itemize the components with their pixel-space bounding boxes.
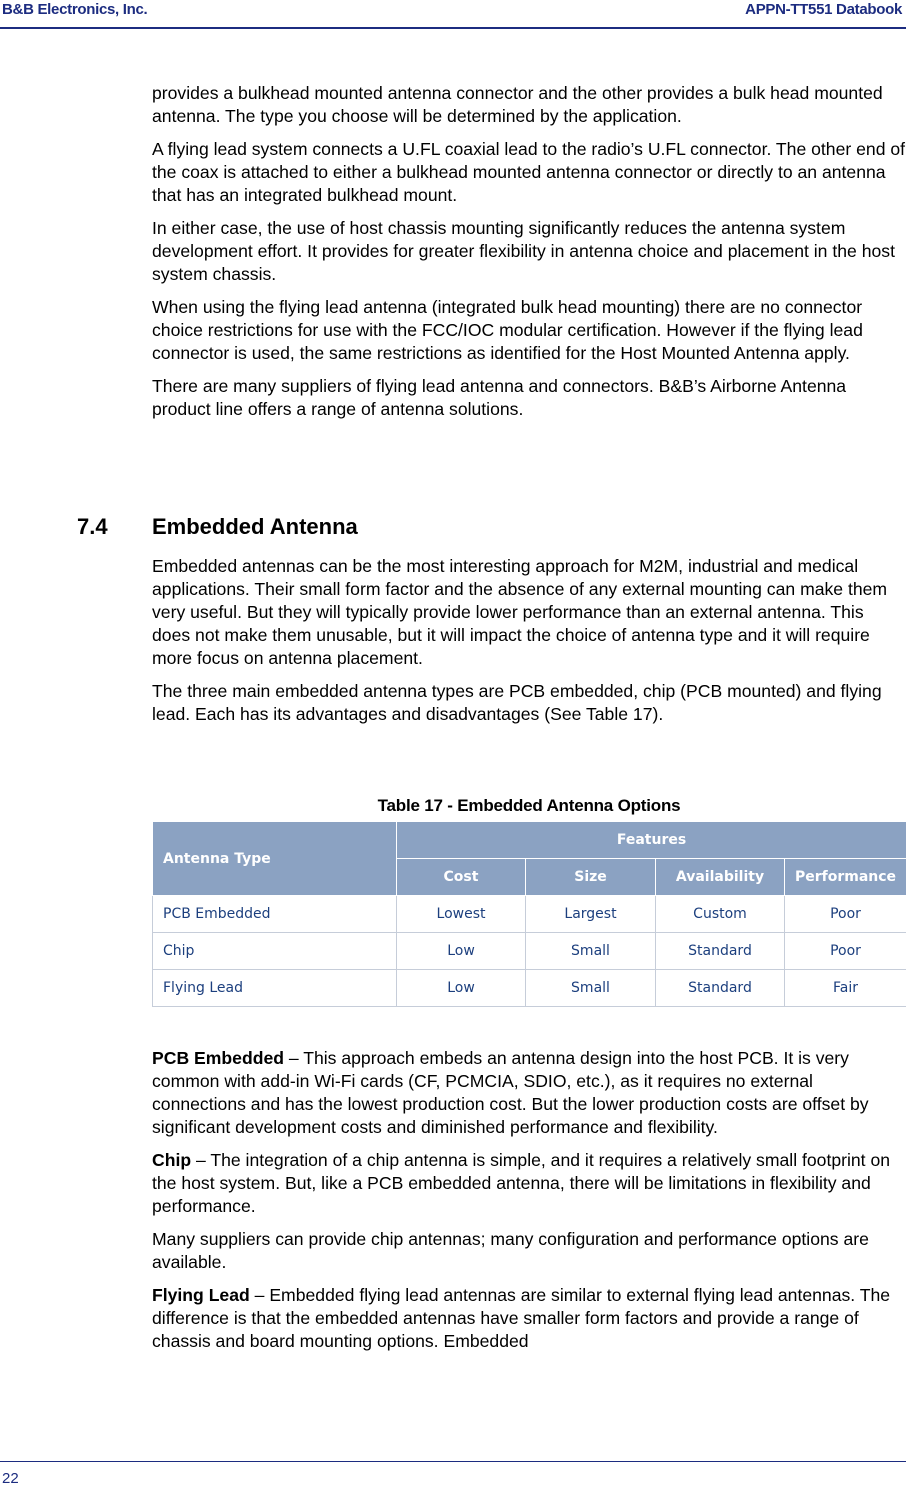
header-rule xyxy=(0,27,906,29)
cell-cost: Lowest xyxy=(397,896,526,933)
term-chip: Chip xyxy=(152,1150,192,1170)
antenna-options-table xyxy=(152,821,906,1007)
paragraph: The three main embedded antenna types are PCB embedded, chip (PCB mounted) and flying lead. Each has its advantages and disadvantages (See Table 17). xyxy=(152,681,882,724)
section-title: Embedded Antenna xyxy=(152,514,358,539)
paragraph: Embedded antennas can be the most interesting approach for M2M, industrial and medical applications. Their small form factor and the absence of any external mounting can make them very useful. But they will typically provide lower performance than an external antenna. This does not make them unusable, but it will impact the choice of antenna type and it will require more focus on antenna placement. xyxy=(152,556,888,668)
page-number: 22 xyxy=(2,1470,19,1487)
cell-type: Chip xyxy=(153,933,397,970)
column-group-features: Features xyxy=(397,822,906,859)
header-doc-title: APPN-TT551 Databook xyxy=(745,1,902,18)
column-header-size: Size xyxy=(526,859,656,896)
column-header-performance: Performance xyxy=(785,859,906,896)
term-pcb-embedded: PCB Embedded xyxy=(152,1048,284,1068)
header-company: B&B Electronics, Inc. xyxy=(2,1,148,18)
column-header-cost: Cost xyxy=(397,859,526,896)
paragraph: A flying lead system connects a U.FL coaxial lead to the radio’s U.FL connector. The other end of the coax is attached to either a bulkhead mounted antenna connector or directly to an antenna that has an integrated bulkhead mount. xyxy=(152,139,906,205)
cell-size: Largest xyxy=(526,896,656,933)
term-description: – Embedded flying lead antennas are similar to external flying lead antennas. The difference is that the embedded antennas have smaller form factors and provide a range of chassis and board mounting options. Embedded xyxy=(152,1285,891,1351)
page-header xyxy=(0,0,906,30)
cell-availability: Standard xyxy=(656,970,785,1007)
paragraph xyxy=(152,1284,906,1353)
cell-type: PCB Embedded xyxy=(153,896,397,933)
intro-text xyxy=(152,82,906,431)
term-description: – This approach embeds an antenna design into the host PCB. It is very common with add-in Wi-Fi cards (CF, PCMCIA, SDIO, etc.), as it requires no external connections and has the lowest production cost. But the lower production costs are offset by significant development costs and diminished performance and flexibility. xyxy=(152,1048,869,1137)
section-number: 7.4 xyxy=(77,514,108,539)
term-description: Many suppliers can provide chip antennas; many configuration and performance options are available. xyxy=(152,1229,869,1272)
paragraph: In either case, the use of host chassis mounting significantly reduces the antenna system development effort. It provides for greater flexibility in antenna choice and placement in the host system chassis. xyxy=(152,218,895,284)
table-row xyxy=(153,933,906,970)
column-header-availability: Availability xyxy=(656,859,785,896)
paragraph xyxy=(152,1149,906,1218)
column-header-antenna-type: Antenna Type xyxy=(153,822,397,896)
cell-availability: Custom xyxy=(656,896,785,933)
section-heading xyxy=(77,514,358,540)
footer-rule xyxy=(0,1461,906,1462)
table-row xyxy=(153,970,906,1007)
paragraph xyxy=(152,1047,906,1139)
paragraph: When using the flying lead antenna (integrated bulk head mounting) there are no connector choice restrictions for use with the FCC/IOC modular certification. However if the flying lead connector is used, the same restrictions as identified for the Host Mounted Antenna apply. xyxy=(152,297,863,363)
cell-size: Small xyxy=(526,933,656,970)
table-caption: Table 17 - Embedded Antenna Options xyxy=(377,796,681,815)
paragraph: provides a bulkhead mounted antenna connector and the other provides a bulk head mounted antenna. The type you choose will be determined by the application. xyxy=(152,83,883,126)
term-description: – The integration of a chip antenna is simple, and it requires a relatively small footprint on the host system. But, like a PCB embedded antenna, there will be limitations in flexibility and performance. xyxy=(152,1150,891,1216)
cell-size: Small xyxy=(526,970,656,1007)
paragraph xyxy=(152,1228,906,1274)
cell-availability: Standard xyxy=(656,933,785,970)
term-flying-lead: Flying Lead xyxy=(152,1285,250,1305)
paragraph: There are many suppliers of flying lead antenna and connectors. B&B’s Airborne Antenna product line offers a range of antenna solutions. xyxy=(152,376,847,419)
cell-cost: Low xyxy=(397,970,526,1007)
cell-type: Flying Lead xyxy=(153,970,397,1007)
cell-performance: Poor xyxy=(785,933,906,970)
section-text xyxy=(152,555,906,736)
cell-performance: Fair xyxy=(785,970,906,1007)
details-text xyxy=(152,1047,906,1363)
cell-performance: Poor xyxy=(785,896,906,933)
table-row xyxy=(153,896,906,933)
cell-cost: Low xyxy=(397,933,526,970)
